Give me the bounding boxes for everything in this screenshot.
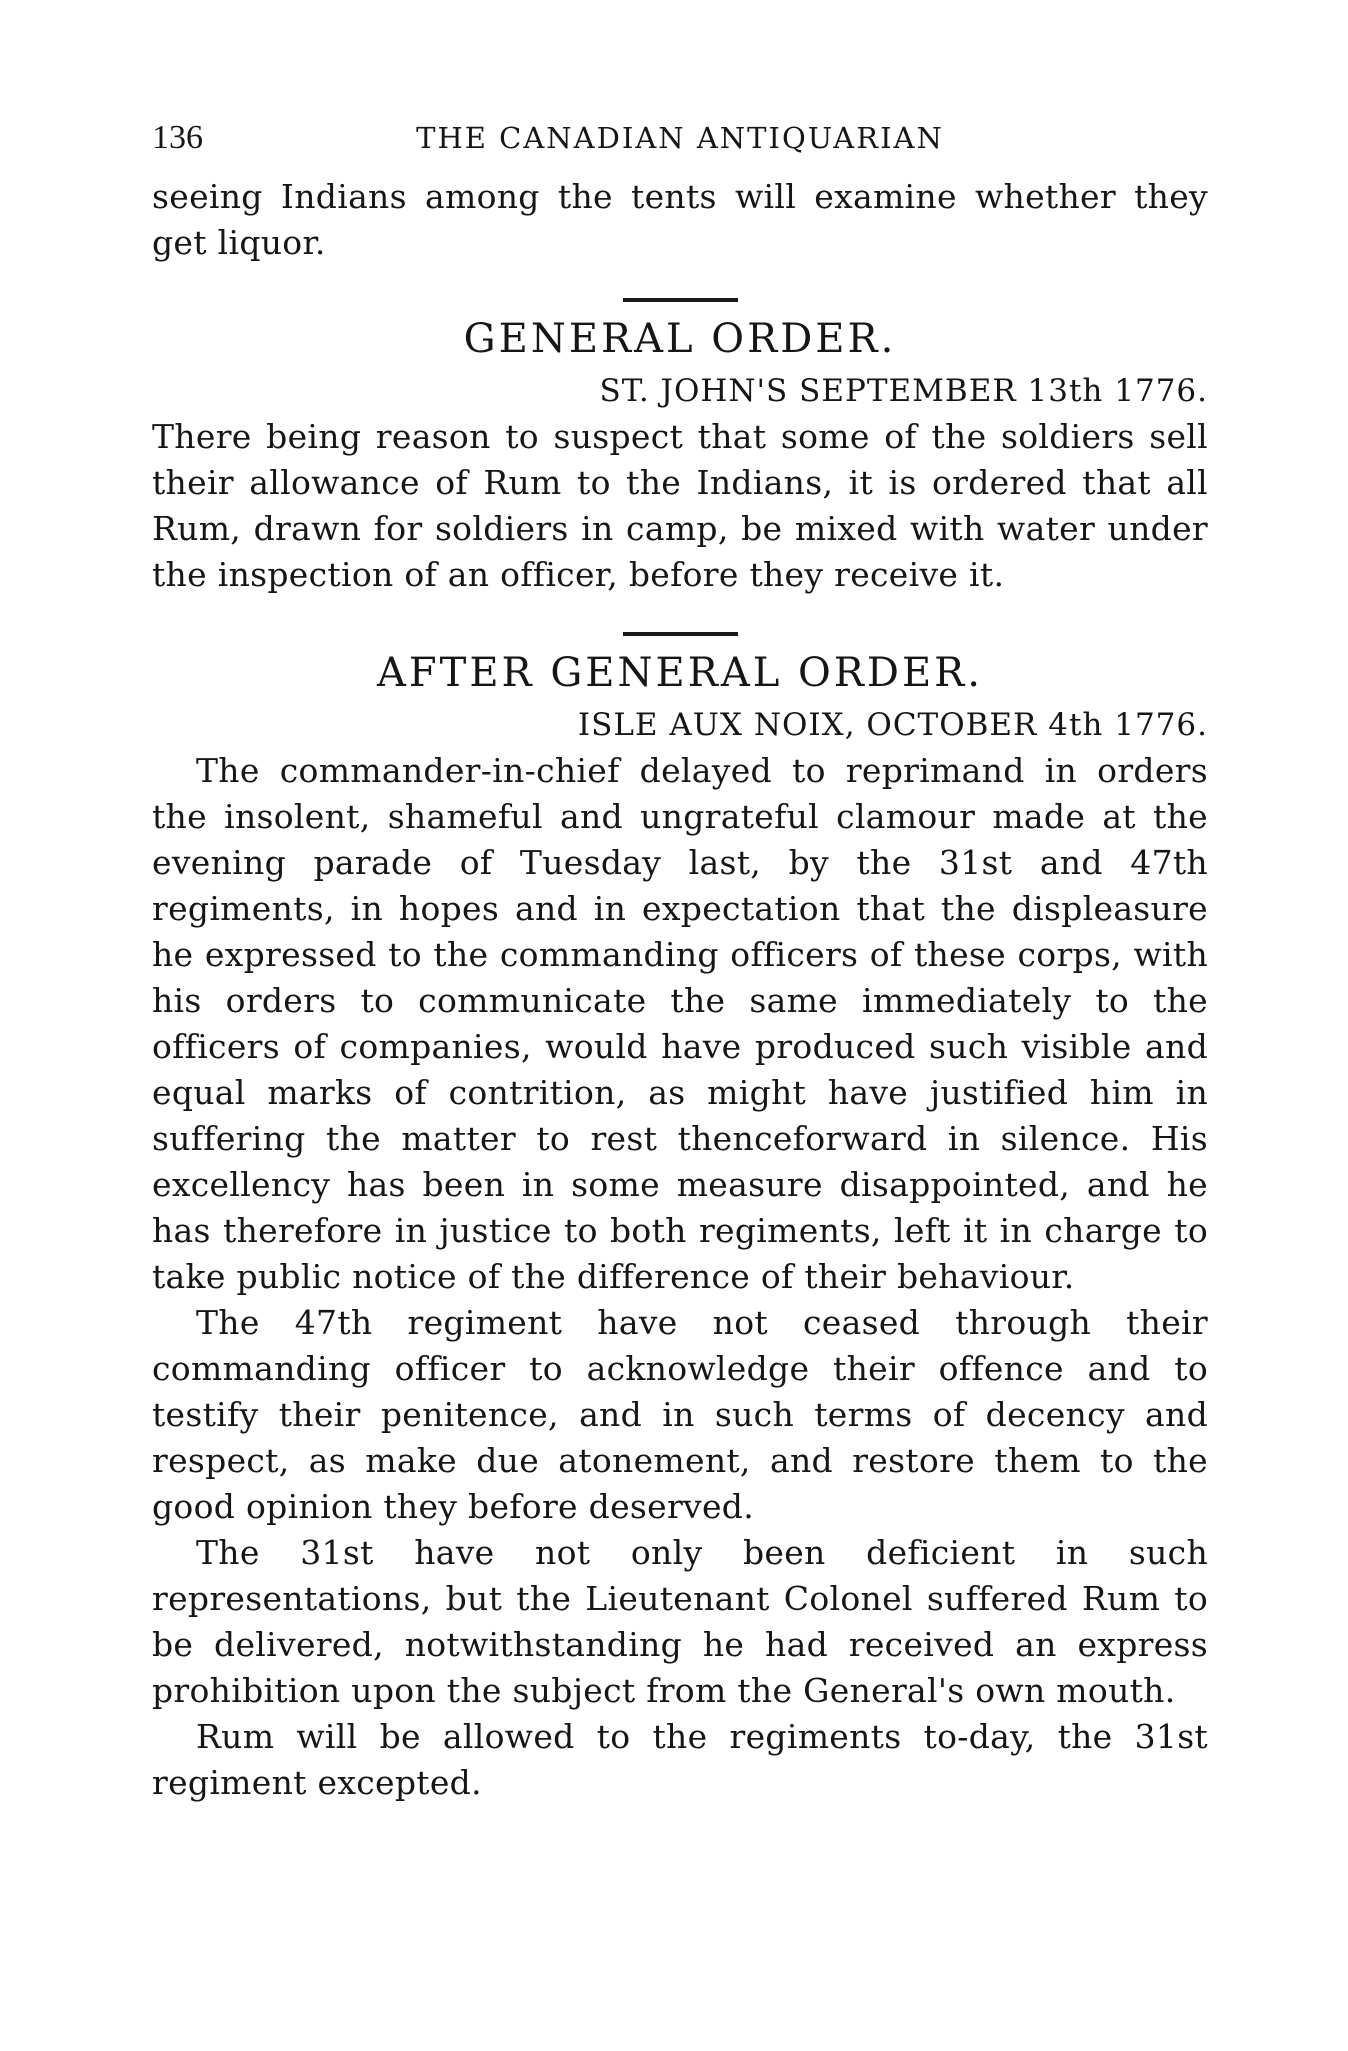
after-order-paragraph: Rum will be allowed to the regiments to-day, the 31st regiment excepted. xyxy=(152,1717,1208,1802)
after-general-order-dateline: ISLE AUX NOIX, OCTOBER 4th 1776. xyxy=(577,707,1208,743)
after-order-paragraph: The 31st have not only been deficient in such representations, but the Lieutenant Colonel suffered Rum to be delivered, notwithstanding he had received an express prohibition upon the subject from the General's own mouth. xyxy=(152,1533,1208,1710)
intro-paragraph: seeing Indians among the tents will examine whether they get liquor. xyxy=(152,177,1208,262)
after-order-paragraph: The commander-in-chief delayed to reprimand in orders the insolent, shameful and ungrateful clamour made at the evening parade of Tuesday last, by the 31st and 47th regiments, in hopes and in expectation that the displeasure he expressed to the commanding officers of these corps, with his orders to communicate the same immediately to the officers of companies, would have produced such visible and equal marks of contrition, as might have justified him in suffering the matter to rest thenceforward in silence. His excellency has been in some measure disappointed, and he has therefore in justice to both regiments, left it in charge to take public notice of the difference of their behaviour. xyxy=(152,751,1208,1296)
section-divider xyxy=(623,298,738,302)
after-order-paragraph: The 47th regiment have not ceased through their commanding officer to acknowledge their offence and to testify their penitence, and in such terms of decency and respect, as make due atonement, and restore them to the good opinion they before deserved. xyxy=(152,1303,1208,1526)
general-order-heading: GENERAL ORDER. xyxy=(463,316,897,362)
page-number: 136 xyxy=(152,119,203,156)
general-order-paragraph: There being reason to suspect that some of the soldiers sell their allowance of Rum to the Indians, it is ordered that all Rum, drawn for soldiers in camp, be mixed with water under the inspection of an officer, before they receive it. xyxy=(152,417,1208,594)
journal-title: THE CANADIAN ANTIQUARIAN xyxy=(416,121,944,155)
running-head xyxy=(152,118,1208,158)
book-page xyxy=(152,118,1208,1806)
section-divider xyxy=(623,632,738,636)
general-order-dateline: ST. JOHN'S SEPTEMBER 13th 1776. xyxy=(599,373,1208,409)
after-general-order-heading: AFTER GENERAL ORDER. xyxy=(377,650,983,696)
